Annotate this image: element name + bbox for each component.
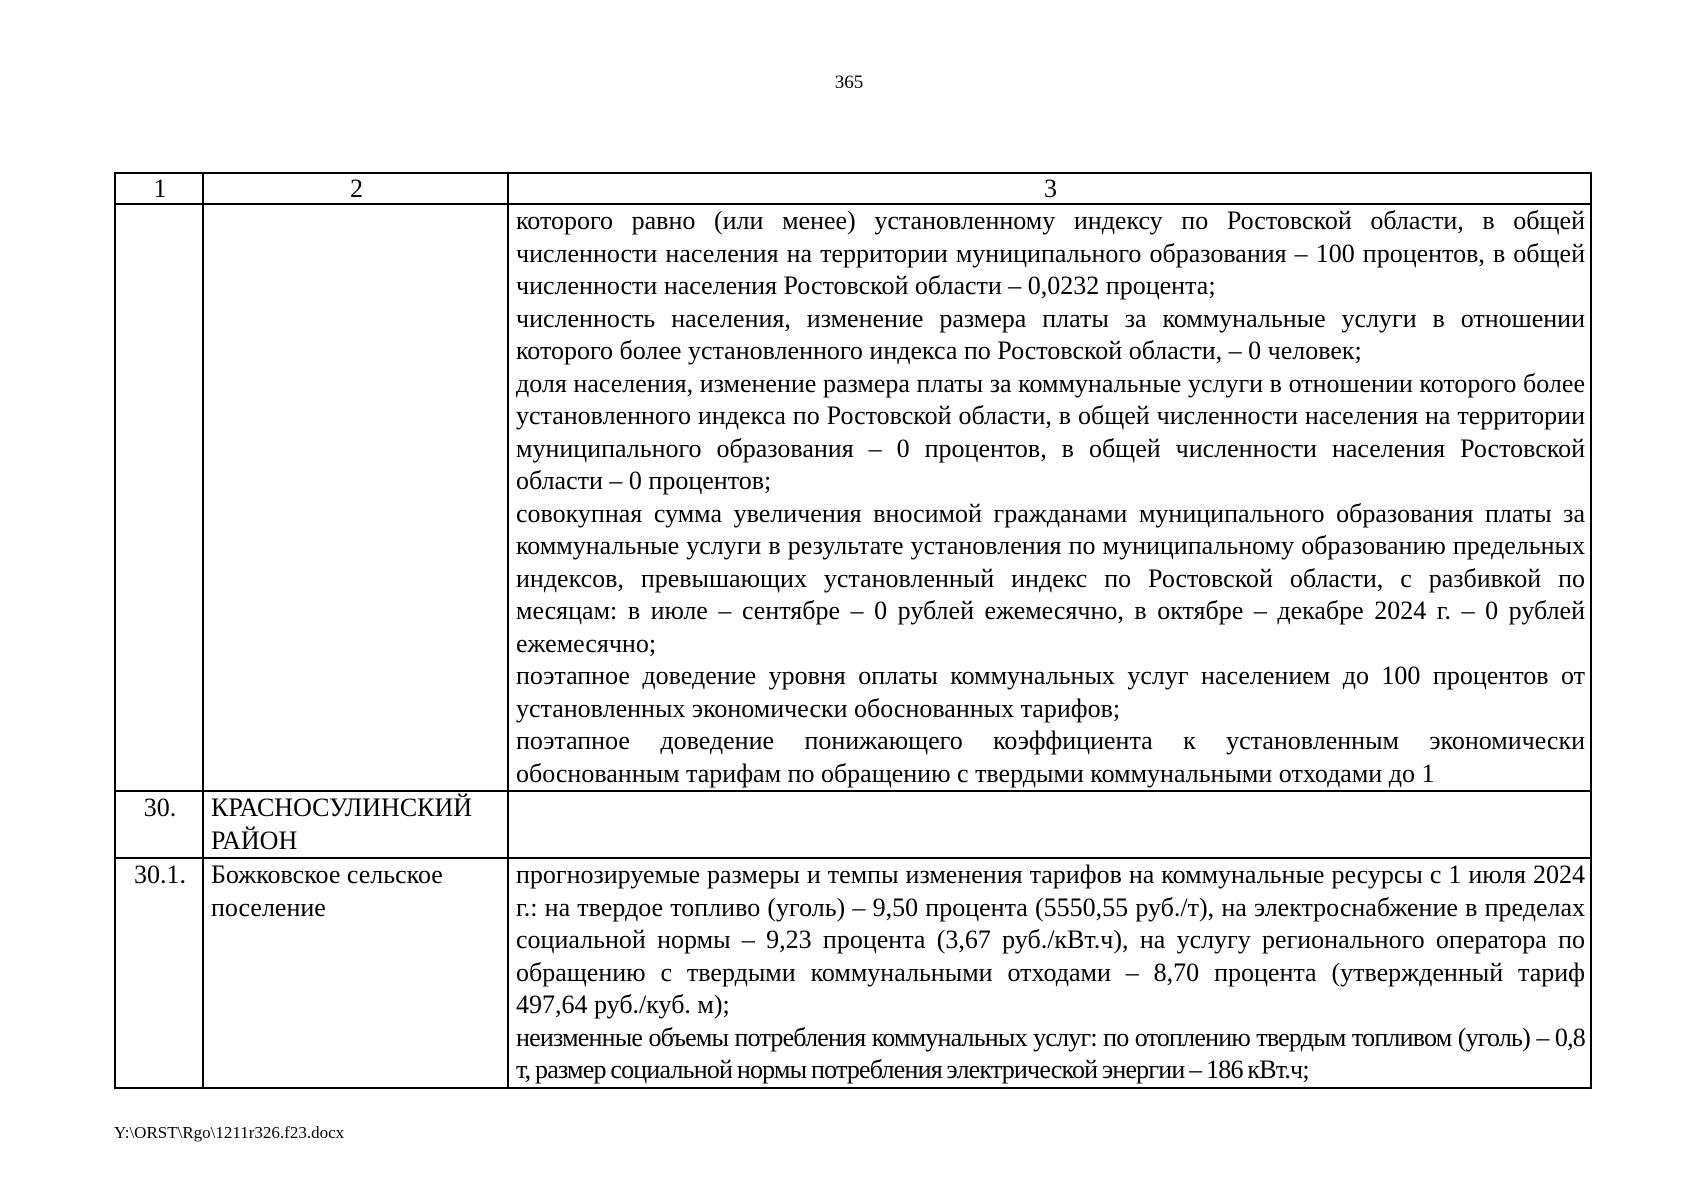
row-number-cell [115, 204, 203, 791]
content-paragraph: неизменные объемы потребления коммунальных услуг: по отоплению твердым топливом (уголь) – 0,8 т, размер социальной нормы потребления электрической энергии – 186 кВт.ч; [516, 1022, 1585, 1084]
column-header-2: 2 [203, 173, 508, 204]
page-number: 365 [834, 72, 864, 93]
document-table [114, 172, 1592, 1089]
row-name-cell [203, 204, 508, 791]
table-row-continuation [115, 204, 1591, 791]
settlement-content-cell [508, 858, 1591, 1088]
settlement-number: 30.1. [115, 858, 203, 1088]
content-paragraph: совокупная сумма увеличения вносимой гражданами муниципального образования платы за коммунальные услуги в результате установления по муниципальному образованию предельных индексов, превышающих установленный индекс по Ростовской области, с разбивкой по месяцам: в июле – сентябре – 0 рублей ежемесячно, в октябре – декабре 2024 г. – 0 рублей ежемесячно; [516, 498, 1585, 658]
column-header-3: 3 [508, 173, 1591, 204]
content-paragraph: поэтапное доведение понижающего коэффициента к установленным экономически обоснованным тарифам по обращению с твердыми коммунальными отходами до 1 [516, 726, 1585, 788]
district-content-cell [508, 791, 1591, 858]
table-row-settlement [115, 858, 1591, 1088]
row-content-cell [508, 204, 1591, 791]
column-header-1: 1 [115, 173, 203, 204]
content-paragraph: поэтапное доведение уровня оплаты коммунальных услуг населением до 100 процентов от установленных экономически обоснованных тарифов; [516, 661, 1585, 723]
content-paragraph: численность населения, изменение размера платы за коммунальные услуги в отношении которого более установленного индекса по Ростовской области, – 0 человек; [516, 303, 1585, 365]
content-paragraph: прогнозируемые размеры и темпы изменения тарифов на коммунальные ресурсы с 1 июля 2024 г.: на твердое топливо (уголь) – 9,50 процента (5550,55 руб./т), на электроснабжение в пределах социальной нормы – 9,23 процента (3,67 руб./кВт.ч), на услугу регионального оператора по обращению с твердыми коммунальными отходами – 8,70 процента (утвержденный тариф 497,64 руб./куб. м); [516, 860, 1585, 1019]
table-header-row [115, 173, 1591, 204]
content-paragraph: которого равно (или менее) установленному индексу по Ростовской области, в общей численности населения на территории муниципального образования – 100 процентов, в общей численности населения Ростовской области – 0,0232 процента; [516, 206, 1585, 300]
table-row-district [115, 791, 1591, 858]
district-number: 30. [115, 791, 203, 858]
content-paragraph: доля населения, изменение размера платы за коммунальные услуги в отношении которого более установленного индекса по Ростовской области, в общей численности населения на территории муниципального образования – 0 процентов, в общей численности населения Ростовской области – 0 процентов; [516, 368, 1585, 495]
settlement-name: Божковское сельское поселение [203, 858, 508, 1088]
district-name: КРАСНОСУЛИНСКИЙ РАЙОН [203, 791, 508, 858]
footer-file-path: Y:\ORST\Rgo\1211r326.f23.docx [114, 1123, 345, 1142]
